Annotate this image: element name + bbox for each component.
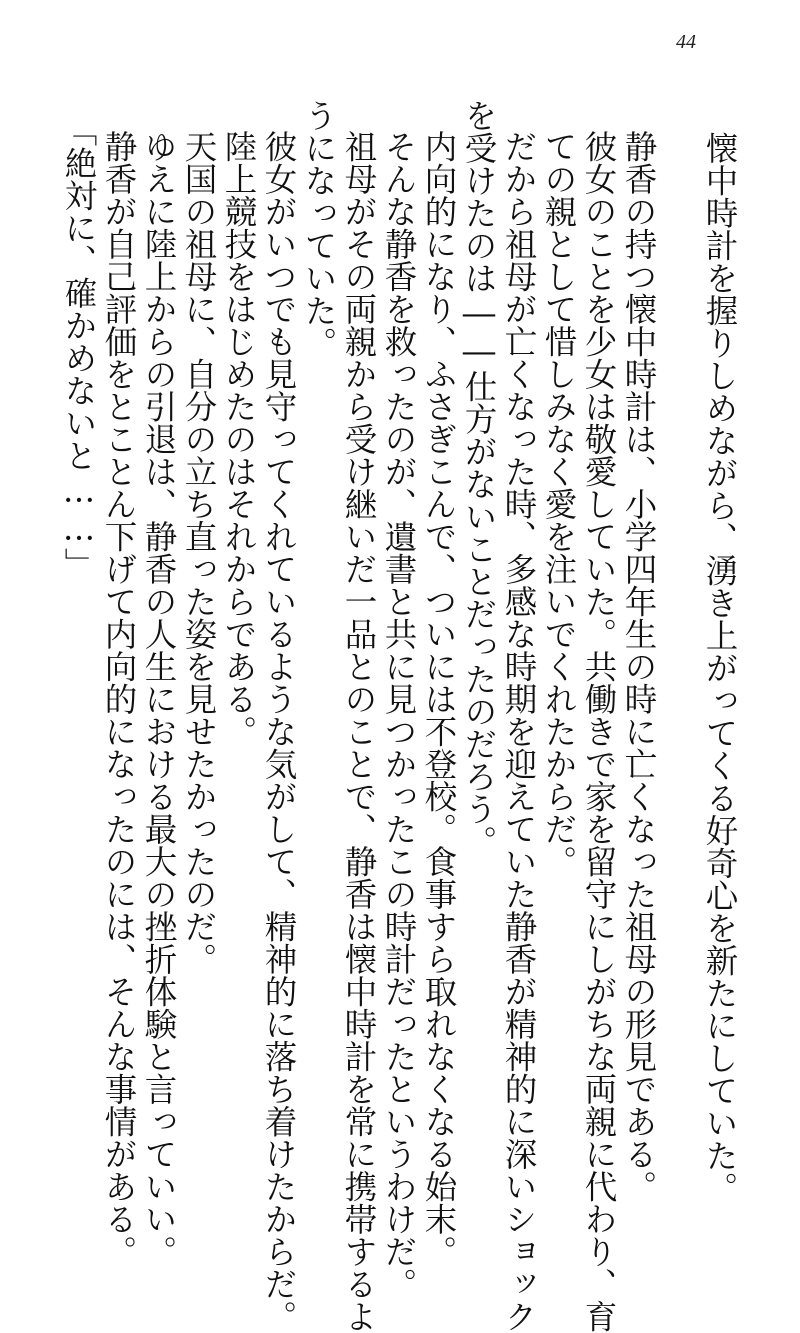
- text-column: 「絶対に、確かめないと……」: [60, 114, 98, 580]
- text-column: だから祖母が亡くなった時、多感な時期を迎えていた静香が精神的に深いショック: [500, 130, 538, 1333]
- text-column: そんな静香を救ったのが、遺書と共に見つかったこの時計だったというわけだ。: [380, 130, 418, 1300]
- text-column: を受けたのは――仕方がないことだったのだろう。: [460, 99, 498, 858]
- page-number: 44: [676, 31, 696, 53]
- text-column: 彼女がいつでも見守ってくれているような気がして、精神的に落ち着けたからだ。: [260, 130, 298, 1333]
- text-column: ての親として惜しみなく愛を注いでくれたからだ。: [540, 130, 578, 878]
- text-column: 懐中時計を握りしめながら、湧き上がってくる好奇心を新たにしていた。: [701, 99, 739, 1204]
- text-column: 彼女のことを少女は敬愛していた。共働きで家を留守にしがちな両親に代わり、育: [580, 130, 618, 1333]
- text-column: 静香が自己評価をとことん下げて内向的になったのには、そんな事情がある。: [100, 130, 138, 1268]
- text-column: 内向的になり、ふさぎこんで、ついには不登校。食事すら取れなくなる始末。: [420, 130, 458, 1268]
- text-column: 天国の祖母に、自分の立ち直った姿を見せたかったのだ。: [180, 130, 218, 975]
- text-column: ゆえに陸上からの引退は、静香の人生における最大の挫折体験と言っていい。: [140, 130, 178, 1268]
- text-column: うになっていた。: [300, 99, 338, 359]
- text-column: 静香の持つ懐中時計は、小学四年生の時に亡くなった祖母の形見である。: [620, 130, 658, 1203]
- text-column: 陸上競技をはじめたのはそれからである。: [220, 130, 258, 748]
- text-column: 祖母がその両親から受け継いだ一品とのことで、静香は懐中時計を常に携帯するよ: [340, 130, 378, 1333]
